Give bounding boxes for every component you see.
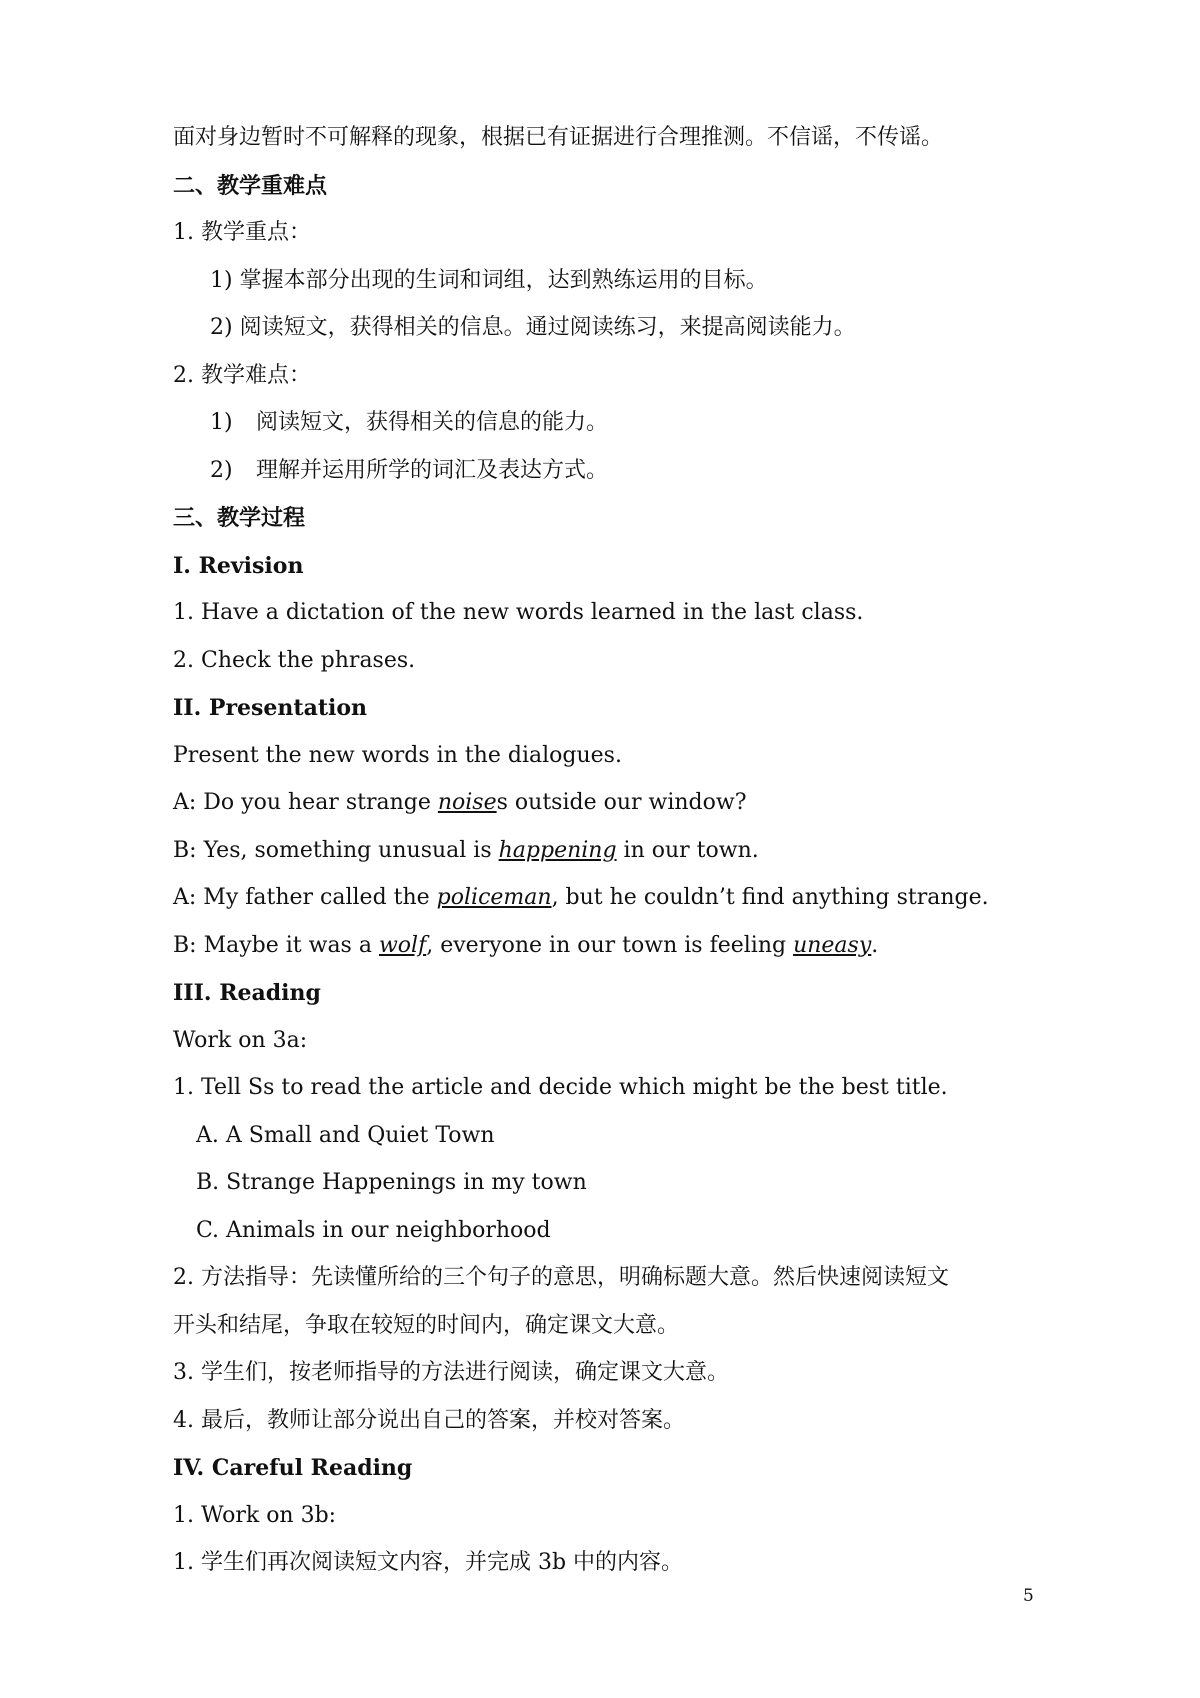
- revision-item: 2. Check the phrases.: [173, 648, 416, 673]
- list-number: 2): [210, 458, 233, 483]
- heading-revision: I. Revision: [173, 553, 304, 579]
- dialogue-text: B: Yes, something unusual is: [173, 838, 499, 863]
- title-option: C. Animals in our neighborhood: [196, 1218, 551, 1243]
- reading-task: 1. Tell Ss to read the article and decide which might be the best title.: [173, 1075, 948, 1100]
- heading-presentation: II. Presentation: [173, 695, 368, 721]
- vocab-word: happening: [498, 838, 617, 863]
- method-guide: 2. 方法指导：先读懂所给的三个句子的意思，明确标题大意。然后快速阅读短文: [173, 1265, 949, 1290]
- dialogue-line: [173, 788, 747, 818]
- page-number: 5: [1023, 1586, 1034, 1606]
- list-item: [210, 408, 608, 438]
- reading-step: 4. 最后，教师让部分说出自己的答案，并校对答案。: [173, 1408, 685, 1433]
- dialogue-line: [173, 836, 759, 866]
- dialogue-text: A: My father called the: [173, 885, 437, 910]
- vocab-word: policeman: [436, 885, 552, 910]
- list-item: 1) 掌握本部分出现的生词和词组，达到熟练运用的目标。: [210, 268, 768, 293]
- presentation-intro: Present the new words in the dialogues.: [173, 743, 622, 768]
- subheading-teaching-focus: 1. 教学重点：: [173, 220, 311, 245]
- section-heading-process: 三、教学过程: [173, 505, 306, 531]
- dialogue-text: A: Do you hear strange: [173, 790, 438, 815]
- heading-careful-reading: IV. Careful Reading: [173, 1455, 413, 1481]
- reading-step: 3. 学生们，按老师指导的方法进行阅读，确定课文大意。: [173, 1360, 729, 1385]
- title-option: A. A Small and Quiet Town: [196, 1123, 495, 1148]
- heading-reading: III. Reading: [173, 980, 321, 1006]
- vocab-word: uneasy: [793, 933, 872, 958]
- subheading-teaching-difficulty: 2. 教学难点：: [173, 363, 311, 388]
- vocab-word: wolf: [378, 933, 427, 958]
- dialogue-line: [173, 883, 989, 913]
- title-option: B. Strange Happenings in my town: [196, 1170, 587, 1195]
- list-text: 理解并运用所学的词汇及表达方式。: [256, 458, 609, 483]
- list-number: 1): [210, 410, 233, 435]
- dialogue-line: [173, 931, 878, 961]
- revision-item: 1. Have a dictation of the new words learned in the last class.: [173, 600, 864, 625]
- method-guide-continued: 开头和结尾，争取在较短的时间内，确定课文大意。: [173, 1313, 680, 1338]
- list-item: [210, 456, 608, 486]
- careful-reading-task: 1. Work on 3b:: [173, 1503, 337, 1528]
- reading-intro: Work on 3a:: [173, 1028, 308, 1053]
- dialogue-text: B: Maybe it was a: [173, 933, 379, 958]
- dialogue-text: s outside our window?: [496, 790, 747, 815]
- dialogue-text: , but he couldn’t find anything strange.: [551, 885, 989, 910]
- section-heading-key-points: 二、教学重难点: [173, 173, 328, 199]
- dialogue-text: .: [871, 933, 879, 958]
- list-text: 阅读短文，获得相关的信息的能力。: [256, 410, 609, 435]
- intro-text: 面对身边暂时不可解释的现象，根据已有证据进行合理推测。不信谣，不传谣。: [173, 125, 944, 150]
- dialogue-text: , everyone in our town is feeling: [426, 933, 794, 958]
- dialogue-text: in our town.: [616, 838, 759, 863]
- careful-reading-step: 1. 学生们再次阅读短文内容，并完成 3b 中的内容。: [173, 1550, 684, 1575]
- vocab-word: noise: [437, 790, 497, 815]
- list-item: 2) 阅读短文，获得相关的信息。通过阅读练习，来提高阅读能力。: [210, 315, 856, 340]
